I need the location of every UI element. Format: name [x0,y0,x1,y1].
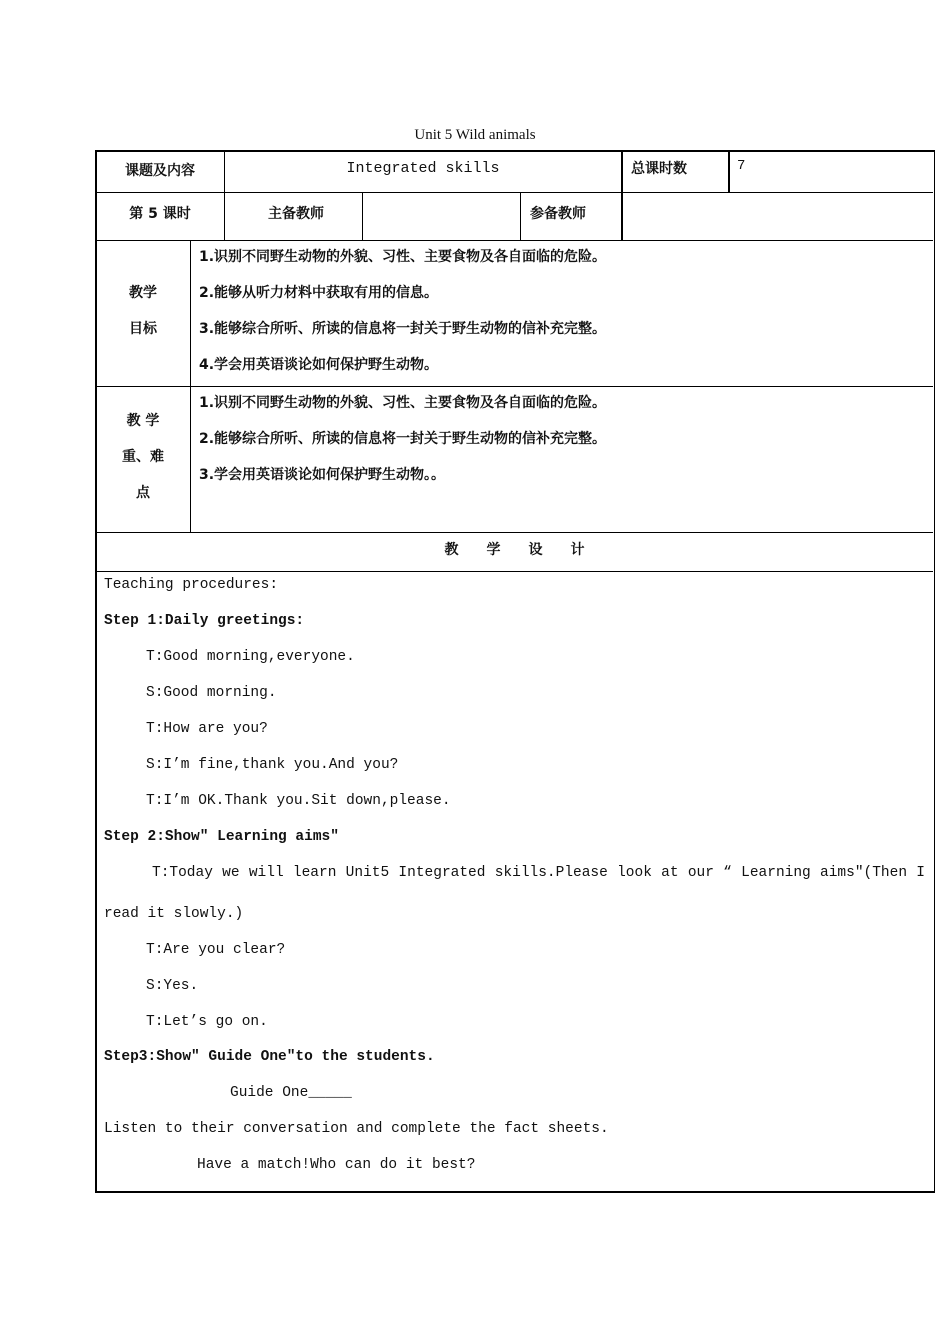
objectives-label-line2: 目标 [129,321,157,337]
total-lessons-value: 7 [737,158,746,174]
listen-instruction: Listen to their conversation and complete the fact sheets. [104,1121,609,1137]
keypoint-item: 1.识别不同野生动物的外貌、习性、主要食物及各自面临的危险。 [199,395,607,411]
step2-paragraph-cont: read it slowly.) [104,906,244,922]
objective-item: 3.能够综合所听、所读的信息将一封关于野生动物的信补充完整。 [199,321,607,337]
rule-col-total [621,151,623,241]
dialogue-line: T:Let’s go on. [146,1014,268,1030]
rule-row5 [96,571,933,572]
design-heading: 教 学 设 计 [444,542,585,558]
keypoint-item: 3.学会用英语谈论如何保护野生动物。。 [199,467,446,483]
rule-row3 [96,386,933,387]
rule-col-totalvalue [728,151,730,193]
step2-heading: Step 2:Show″ Learning aims″ [104,829,339,845]
dialogue-line: T:How are you? [146,721,268,737]
dialogue-line: S:Good morning. [146,685,277,701]
main-teacher-label: 主备教师 [268,206,324,222]
dialogue-line: S:I’m fine,thank you.And you? [146,757,399,773]
objectives-label-line1: 教学 [129,285,157,301]
keypoint-item: 2.能够综合所听、所读的信息将一封关于野生动物的信补充完整。 [199,431,607,447]
lesson-number: 第 5 课时 [129,206,191,222]
dialogue-line: S:Yes. [146,978,199,994]
dialogue-line: T:I’m OK.Thank you.Sit down,please. [146,793,451,809]
ref-teacher-label: 参备教师 [530,206,586,222]
topic-label: 课题及内容 [125,163,195,179]
topic-value: Integrated skills [346,160,500,177]
step3-heading: Step3:Show″ Guide One″to the students. [104,1049,435,1065]
step2-paragraph: T:Today we will learn Unit5 Integrated skills.Please look at our “ Learning aims″(Then I [152,865,925,881]
step1-heading: Step 1:Daily greetings: [104,613,305,629]
keypoints-label-line2: 重、难 [122,449,164,465]
rule-col-teacher [362,193,363,241]
objective-item: 2.能够从听力材料中获取有用的信息。 [199,285,439,301]
rule-col-label [190,241,191,533]
document-title: Unit 5 Wild animals [414,127,536,143]
rule-col-refteacher [520,193,521,241]
objective-item: 1.识别不同野生动物的外貌、习性、主要食物及各自面临的危险。 [199,249,607,265]
dialogue-line: T:Good morning,everyone. [146,649,355,665]
dialogue-line: T:Are you clear? [146,942,286,958]
keypoints-label-line3: 点 [136,485,150,501]
match-instruction: Have a match!Who can do it best? [197,1157,476,1173]
rule-row1 [96,192,933,193]
guide-one-title: Guide One_____ [230,1085,352,1101]
rule-row2 [96,240,933,241]
lesson-table [95,150,935,1193]
objective-item: 4.学会用英语谈论如何保护野生动物。 [199,357,439,373]
total-lessons-label: 总课时数 [631,161,687,177]
rule-row4 [96,532,933,533]
keypoints-label-line1: 教 学 [126,413,160,429]
procedures-intro: Teaching procedures: [104,577,279,593]
